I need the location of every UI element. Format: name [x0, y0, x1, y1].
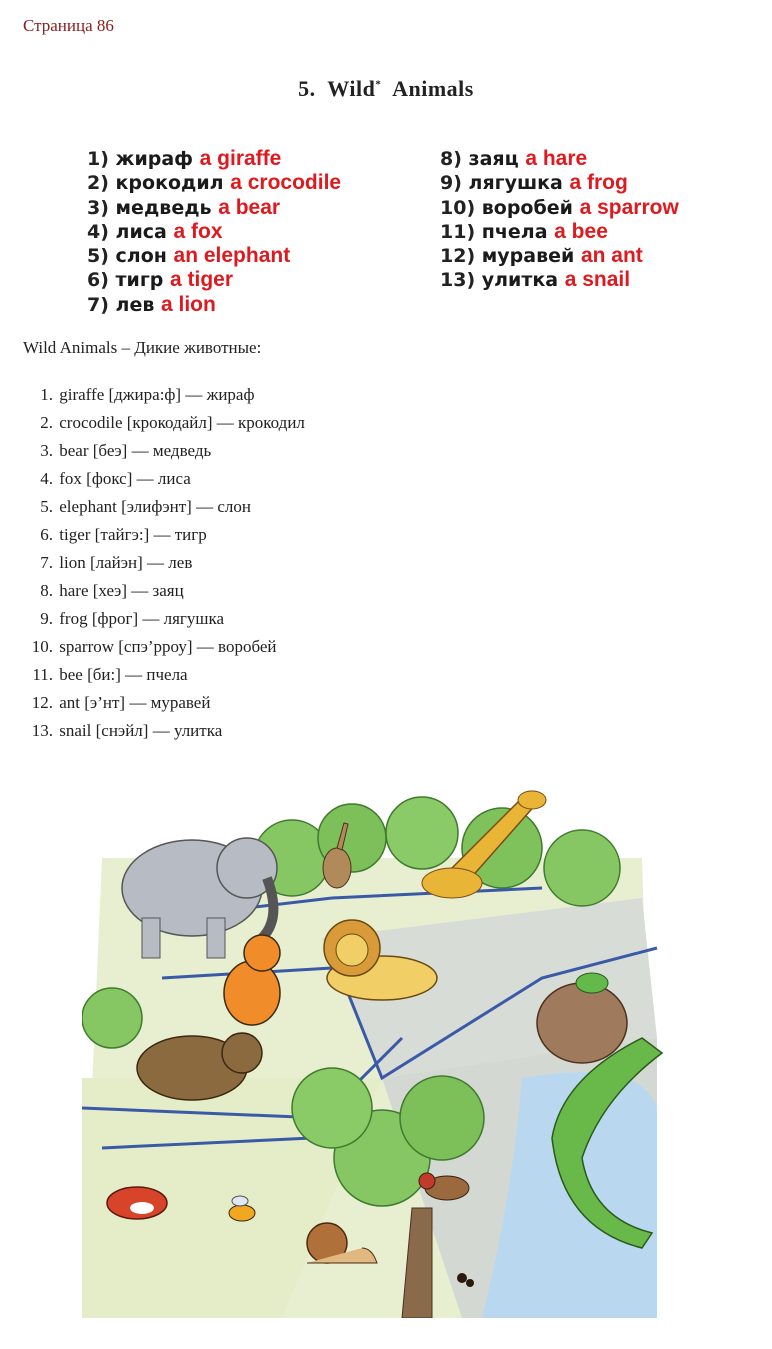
vocab-english: a giraffe: [199, 147, 282, 170]
vocab-row: [440, 171, 679, 195]
list-number: 10.: [31, 637, 53, 656]
list-number: 1.: [40, 385, 53, 404]
vocab-english: a hare: [525, 147, 588, 170]
list-text: frog [фрог] — лягушка: [59, 609, 225, 628]
vocab-russian: жираф: [115, 148, 194, 170]
vocab-english: a bear: [218, 195, 281, 219]
list-item: [23, 524, 305, 552]
vocab-russian: пчела: [481, 220, 548, 243]
vocab-russian: лев: [115, 293, 155, 316]
list-text: elephant [элифэнт] — слон: [59, 497, 251, 516]
vocab-number: 7): [87, 293, 109, 316]
vocab-english: a frog: [569, 171, 628, 195]
section-subtitle: Wild Animals – Дикие животные:: [23, 338, 262, 357]
vocab-russian: лиса: [115, 220, 167, 243]
vocab-row: [440, 196, 679, 220]
list-number: 2.: [40, 413, 53, 432]
vocab-row: [440, 268, 679, 292]
list-item: [23, 664, 305, 692]
list-text: crocodile [крокодайл] — крокодил: [59, 413, 305, 432]
list-item: [23, 608, 305, 636]
vocab-russian: воробей: [481, 196, 573, 219]
vocab-number: 5): [87, 245, 109, 268]
vocab-english: a fox: [173, 219, 223, 243]
vocab-english: a lion: [160, 292, 216, 316]
vocab-number: 8): [440, 148, 462, 170]
vocab-russian: улитка: [481, 269, 559, 292]
vocab-row: [87, 293, 341, 317]
exercise-heading: [0, 76, 772, 102]
list-item: [23, 692, 305, 720]
list-number: 6.: [40, 525, 53, 544]
list-item: [23, 412, 305, 440]
list-item: [23, 468, 305, 496]
heading-word-animals: Animals: [392, 76, 474, 101]
list-text: giraffe [джира:ф] — жираф: [59, 385, 255, 404]
fox: [107, 1187, 167, 1219]
vocab-russian: слон: [115, 245, 167, 268]
list-text: bear [беэ] — медведь: [59, 441, 212, 460]
vocab-row: [87, 147, 341, 171]
list-text: snail [снэйл] — улитка: [59, 721, 223, 740]
list-item: [23, 552, 305, 580]
list-number: 9.: [40, 609, 53, 628]
vocab-row: [440, 220, 679, 244]
list-text: bee [би:] — пчела: [59, 665, 188, 684]
vocab-number: 6): [87, 269, 109, 292]
vocab-row: [440, 147, 679, 171]
list-text: lion [лайэн] — лев: [59, 553, 193, 572]
vocab-english: a bee: [554, 219, 608, 243]
vocab-number: 4): [87, 220, 109, 243]
heading-asterisk: *: [375, 78, 382, 91]
list-item: [23, 384, 305, 412]
vocab-number: 3): [87, 196, 109, 219]
vocab-number: 12): [440, 245, 476, 268]
vocab-english: a sparrow: [579, 195, 679, 219]
list-text: sparrow [спэ’рроу] — воробей: [59, 637, 277, 656]
list-number: 11.: [32, 665, 53, 684]
list-number: 8.: [40, 581, 53, 600]
heading-number: 5.: [298, 76, 316, 101]
heading-word-wild: Wild: [327, 76, 376, 101]
vocab-row: [87, 220, 341, 244]
zoo-illustration: [82, 778, 676, 1318]
list-item: [23, 720, 305, 748]
list-item: [23, 636, 305, 664]
list-number: 3.: [40, 441, 53, 460]
vocab-number: 13): [440, 269, 476, 292]
list-number: 13.: [31, 721, 53, 740]
list-number: 12.: [31, 693, 53, 712]
vocab-number: 9): [440, 172, 462, 195]
vocab-english: a tiger: [170, 268, 234, 292]
vocab-russian: тигр: [115, 269, 164, 292]
vocab-number: 1): [87, 148, 109, 170]
transcription-list: [23, 384, 305, 748]
vocab-row: [87, 244, 341, 268]
page-label: Страница 86: [23, 16, 114, 35]
vocab-english: an elephant: [173, 244, 291, 268]
vocab-row: [87, 196, 341, 220]
vocab-number: 11): [440, 220, 476, 243]
vocab-russian: крокодил: [115, 172, 224, 195]
list-number: 5.: [40, 497, 53, 516]
vocab-row: [87, 268, 341, 292]
list-item: [23, 440, 305, 468]
vocab-column-right: [440, 147, 679, 293]
list-text: fox [фокс] — лиса: [59, 469, 191, 488]
list-text: ant [э’нт] — муравей: [59, 693, 211, 712]
list-item: [23, 496, 305, 524]
vocab-english: an ant: [580, 244, 643, 268]
vocab-english: a snail: [564, 268, 631, 292]
vocab-row: [87, 171, 341, 195]
vocab-russian: заяц: [468, 148, 519, 170]
list-number: 4.: [40, 469, 53, 488]
vocab-russian: муравей: [481, 245, 575, 268]
list-text: hare [хеэ] — заяц: [59, 581, 184, 600]
vocab-number: 10): [440, 196, 476, 219]
vocab-column-left: [87, 147, 341, 317]
list-number: 7.: [40, 553, 53, 572]
list-text: tiger [тайгэ:] — тигр: [59, 525, 207, 544]
vocab-russian: лягушка: [468, 172, 563, 195]
vocab-row: [440, 244, 679, 268]
vocab-russian: медведь: [115, 196, 212, 219]
vocab-english: a crocodile: [230, 171, 342, 195]
list-item: [23, 580, 305, 608]
vocab-number: 2): [87, 172, 109, 195]
